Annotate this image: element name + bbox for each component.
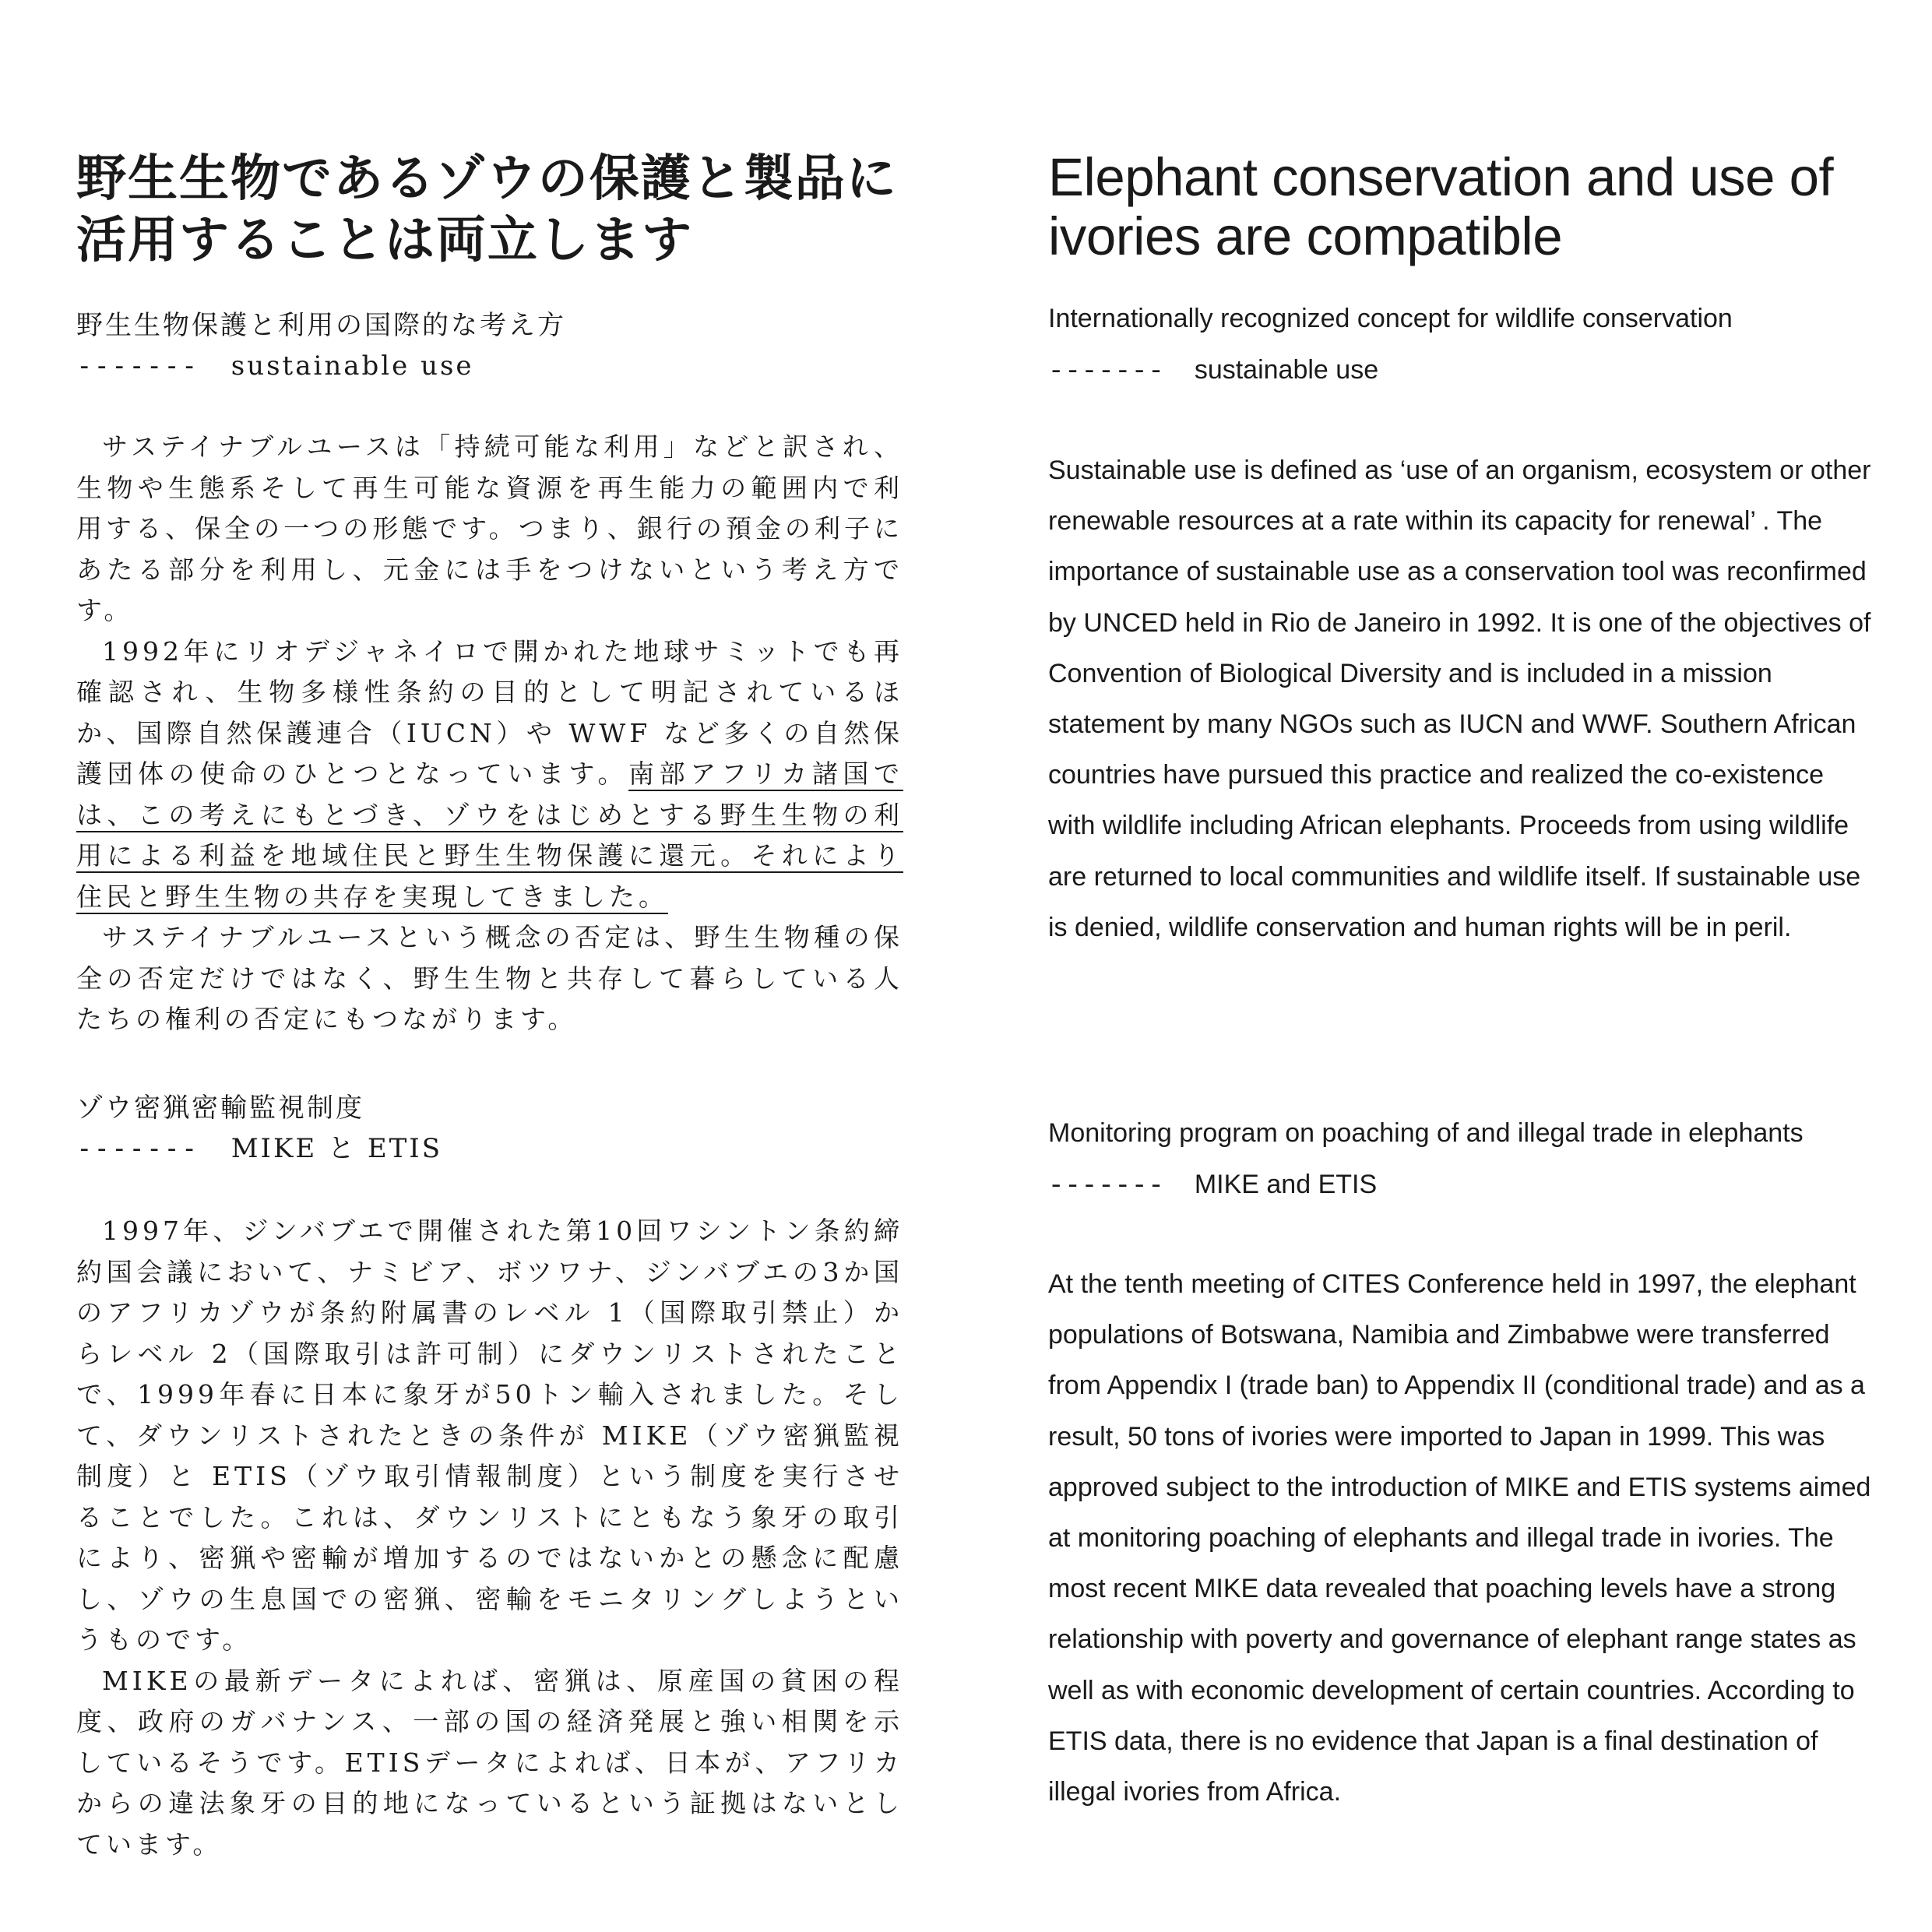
jp-section1-heading: 野生生物保護と利用の国際的な考え方 xyxy=(76,310,566,341)
jp-section1-body xyxy=(76,427,903,1040)
jp-section1-paragraph-3: サステイナブルユースという概念の否定は、野生生物種の保全の否定だけではなく、野生生物と共存して暮らしている人たちの権利の否定にもつながります。 xyxy=(76,922,903,1034)
jp-section2-paragraph-2: MIKEの最新データによれば、密猟は、原産国の貧困の程度、政府のガバナンス、一部の国の経済発展と強い相関を示しているそうです。ETISデータによれば、日本が、アフリカからの違法象牙の目的地になっているという証拠はないとしています。 xyxy=(76,1665,903,1860)
en-section1-subheading-row xyxy=(1048,344,1874,398)
en-section1-subheading: sustainable use xyxy=(1194,355,1379,385)
en-section2-dash: ------- xyxy=(1048,1172,1165,1202)
jp-section1-paragraph-2 xyxy=(76,632,903,918)
en-section2-body xyxy=(1048,1259,1874,1818)
jp-section1-paragraph-2a: 1992年にリオデジャネイロで開かれた地球サミットでも再確認され、生物多様性条約の目的として明記されているほか、国際自然保護連合（IUCN）や WWF など多くの自然保護団体の使命のひとつとなっています。 xyxy=(76,635,903,789)
jp-section2-subheading-row xyxy=(76,1128,917,1169)
en-title-line-1: Elephant conservation and use of xyxy=(1048,147,1834,207)
jp-section2-body xyxy=(76,1211,903,1865)
jp-section2-subheading: MIKE と ETIS xyxy=(231,1133,443,1164)
jp-section2-paragraph-1: 1997年、ジンバブエで開催された第10回ワシントン条約締約国会議において、ナミビア、ボツワナ、ジンバブエの3か国のアフリカゾウが条約附属書のレベル 1（国際取引禁止）からレベル 2（国際取引は許可制）にダウンリストされたことで、1999年春に日本に象牙が50トン輸入されました。そして、ダウンリストされたときの条件が MIKE（ゾウ密猟監視制度）と ETIS（ゾウ取引情報制度）という制度を実行させることでした。これは、ダウンリストにともなう象牙の取引により、密猟や密輸が増加するのではないかとの懸念に配慮し、ゾウの生息国での密猟、密輸をモニタリングしようというものです。 xyxy=(76,1216,903,1655)
en-section1-dash: ------- xyxy=(1048,357,1165,387)
jp-section2-header xyxy=(76,1088,917,1169)
jp-section1-header xyxy=(76,305,917,386)
en-section1-paragraph: Sustainable use is defined as ‘use of an organism, ecosystem or other renewable resources at a rate within its capacity for renewal’ . The importance of sustainable use as a conservation tool was reconfirmed by UNCED held in Rio de Janeiro in 1992. It is one of the objectives of Convention of Biological Diversity and is included in a mission statement by many NGOs such as IUCN and WWF. Southern African countries have pursued this practice and realized the co-existence with wildlife including African elephants. Proceeds from using wildlife are returned to local communities and wildlife itself. If sustainable use is denied, wildlife conservation and human rights will be in peril. xyxy=(1048,456,1871,942)
en-section2-heading: Monitoring program on poaching of and illegal trade in elephants xyxy=(1048,1118,1804,1148)
jp-section1-subheading: sustainable use xyxy=(231,350,474,382)
en-section1-header xyxy=(1048,293,1874,398)
en-section2-subheading: MIKE and ETIS xyxy=(1194,1170,1378,1199)
en-section2-paragraph: At the tenth meeting of CITES Conference held in 1997, the elephant populations of Botswana, Namibia and Zimbabwe were transferred from Appendix I (trade ban) to Appendix II (conditional trade) and as a result, 50 tons of ivories were imported to Japan in 1999. This was approved subject to the introduction of MIKE and ETIS systems aimed at monitoring poaching of elephants and illegal trade in ivories. The most recent MIKE data revealed that poaching levels have a strong relationship with poverty and governance of elephant range states as well as with economic development of certain countries. According to ETIS data, there is no evidence that Japan is a final destination of illegal ivories from Africa. xyxy=(1048,1269,1871,1807)
en-section2-subheading-row xyxy=(1048,1159,1874,1212)
jp-title-line-2: 活用することは両立します xyxy=(76,211,693,269)
en-page-title xyxy=(1048,148,1866,266)
jp-title-line-1: 野生生物であるゾウの保護と製品に xyxy=(76,150,898,208)
jp-section2-dash: ------- xyxy=(76,1133,199,1164)
jp-section1-paragraph-1: サステイナブルユースは「持続可能な利用」などと訳され、生物や生態系そして再生可能な資源を再生能力の範囲内で利用する、保全の一つの形態です。つまり、銀行の預金の利子にあたる部分を利用し、元金には手をつけないという考え方です。 xyxy=(76,431,903,625)
jp-section1-underlined-text: 南部アフリカ諸国では、この考えにもとづき、ゾウをはじめとする野生生物の利用による利益を地域住民と野生生物保護に還元。それにより住民と野生生物の共存を実現してきました。 xyxy=(76,758,903,912)
jp-section2-heading: ゾウ密猟密輸監視制度 xyxy=(76,1093,364,1124)
en-section1-body xyxy=(1048,445,1874,953)
jp-section1-subheading-row xyxy=(76,346,917,386)
en-section2-header xyxy=(1048,1107,1874,1212)
en-section1-heading: Internationally recognized concept for wildlife conservation xyxy=(1048,304,1733,333)
jp-section1-dash: ------- xyxy=(76,350,199,382)
jp-page-title xyxy=(76,148,917,271)
en-title-line-2: ivories are compatible xyxy=(1048,206,1563,266)
